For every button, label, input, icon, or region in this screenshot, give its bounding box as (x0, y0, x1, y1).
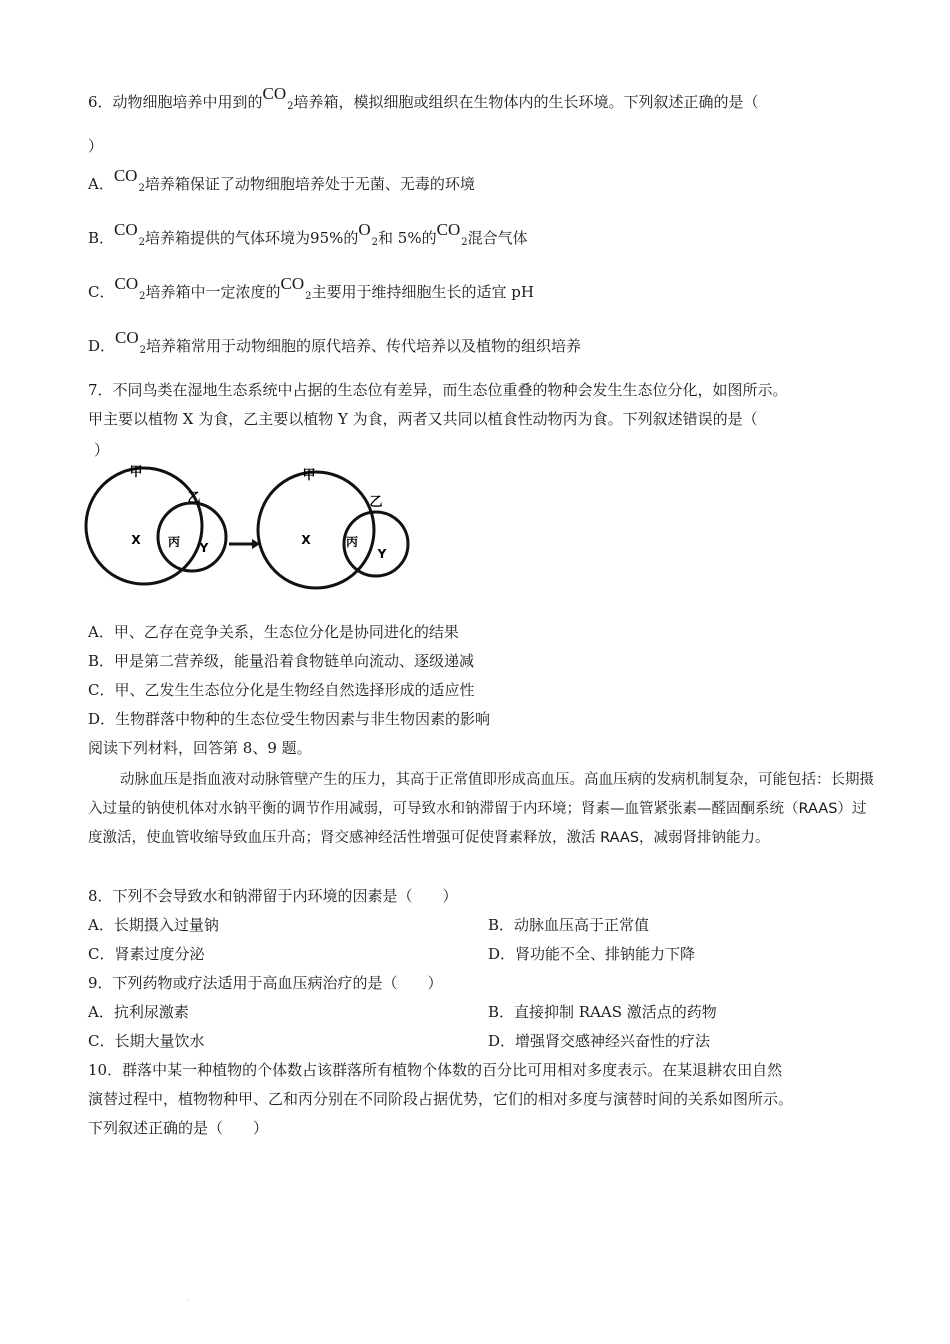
q7-stem-close: ） (94, 441, 110, 459)
q6-stem (88, 84, 759, 115)
q9-stem: 9．下列药物或疗法适用于高血压病治疗的是（ ） (88, 974, 443, 992)
co2-formula: CO2 (114, 220, 146, 248)
reading-intro: 阅读下列材料，回答第 8、9 题。 (88, 739, 312, 757)
q8-option-c: C．肾素过度分泌 (88, 945, 205, 963)
reading-passage: 动脉血压是指血液对动脉管壁产生的压力，其高于正常值即形成高血压。高血压病的发病机制复杂，可能包括：长期摄入过量的钠使机体对水钠平衡的调节作用减弱，可导致水和钠滞留于内环境；肾素—血管紧张素—醛固酮系统（RAAS）过度激活，使血管收缩导致血压升高；肾交感神经活性增强可促使肾素释放，激活 RAAS，减弱肾排钠能力。 (88, 772, 874, 846)
footer-mark: . (188, 1296, 190, 1303)
label-jia-left: 甲 (129, 465, 143, 480)
circle-jia-left (86, 468, 202, 584)
co2-formula: CO2 (115, 328, 147, 356)
label-yi-right: 乙 (369, 495, 383, 510)
co2-formula: CO2 (262, 84, 294, 112)
q8-option-a: A．长期摄入过量钠 (88, 916, 219, 934)
q7-stem-line2: 甲主要以植物 X 为食，乙主要以植物 Y 为食，两者又共同以植食性动物丙为食。下列叙述错误的是（ (88, 410, 758, 428)
niche-differentiation-figure (84, 462, 414, 598)
label-x-left: X (131, 533, 141, 547)
q6-option-b: B．CO2培养箱提供的气体环境为95%的O2和 5%的CO2混合气体 (88, 228, 528, 251)
co2-formula: CO2 (436, 220, 468, 248)
q7-option-d: D．生物群落中物种的生态位受生物因素与非生物因素的影响 (88, 710, 491, 728)
o2-formula: O2 (358, 220, 379, 248)
co2-formula: CO2 (280, 274, 312, 302)
q9-option-c: C．长期大量饮水 (88, 1032, 205, 1050)
q8-option-b: B．动脉血压高于正常值 (488, 916, 650, 934)
q7-option-b: B．甲是第二营养级，能量沿着食物链单向流动、逐级递减 (88, 652, 475, 670)
q10-stem-line3: 下列叙述正确的是（ ） (88, 1119, 269, 1137)
q6-option-a: A．CO2培养箱保证了动物细胞培养处于无菌、无毒的环境 (88, 174, 475, 197)
q7-stem-line1: 7．不同鸟类在湿地生态系统中占据的生态位有差异，而生态位重叠的物种会发生生态位分化，如图所示。 (88, 381, 788, 399)
q6-option-d: D．CO2培养箱常用于动物细胞的原代培养、传代培养以及植物的组织培养 (88, 336, 581, 359)
q10-stem-line2: 演替过程中，植物物种甲、乙和丙分别在不同阶段占据优势，它们的相对多度与演替时间的关系如图所示。 (88, 1090, 794, 1108)
q6-stem-text: 6．动物细胞培养中用到的 (88, 93, 263, 111)
q9-option-b: B．直接抑制 RAAS 激活点的药物 (488, 1003, 717, 1021)
label-bing-left: 丙 (167, 535, 181, 549)
q6-option-c: C．CO2培养箱中一定浓度的CO2主要用于维持细胞生长的适宜 pH (88, 282, 534, 305)
co2-formula: CO2 (114, 274, 146, 302)
label-yi-left: 乙 (187, 491, 201, 506)
label-y-right: Y (377, 547, 387, 561)
co2-formula: CO2 (113, 166, 145, 194)
q8-option-d: D．肾功能不全、排钠能力下降 (488, 945, 696, 963)
label-bing-right: 丙 (345, 535, 359, 549)
label-jia-right: 甲 (302, 468, 316, 483)
q9-option-a: A．抗利尿激素 (88, 1003, 189, 1021)
q8-stem: 8．下列不会导致水和钠滞留于内环境的因素是（ ） (88, 887, 458, 905)
q10-stem-line1: 10．群落中某一种植物的个体数占该群落所有植物个体数的百分比可用相对多度表示。在某退耕农田自然 (88, 1061, 783, 1079)
q6-stem-text-2: 培养箱，模拟细胞或组织在生物体内的生长环境。下列叙述正确的是（ (293, 93, 759, 111)
label-y-left: Y (199, 541, 209, 555)
label-x-right: X (301, 533, 311, 547)
q9-option-d: D．增强肾交感神经兴奋性的疗法 (488, 1032, 711, 1050)
q7-option-c: C．甲、乙发生生态位分化是生物经自然选择形成的适应性 (88, 681, 475, 699)
q6-stem-close: ） (88, 137, 104, 155)
q7-option-a: A．甲、乙存在竞争关系，生态位分化是协同进化的结果 (88, 623, 459, 641)
